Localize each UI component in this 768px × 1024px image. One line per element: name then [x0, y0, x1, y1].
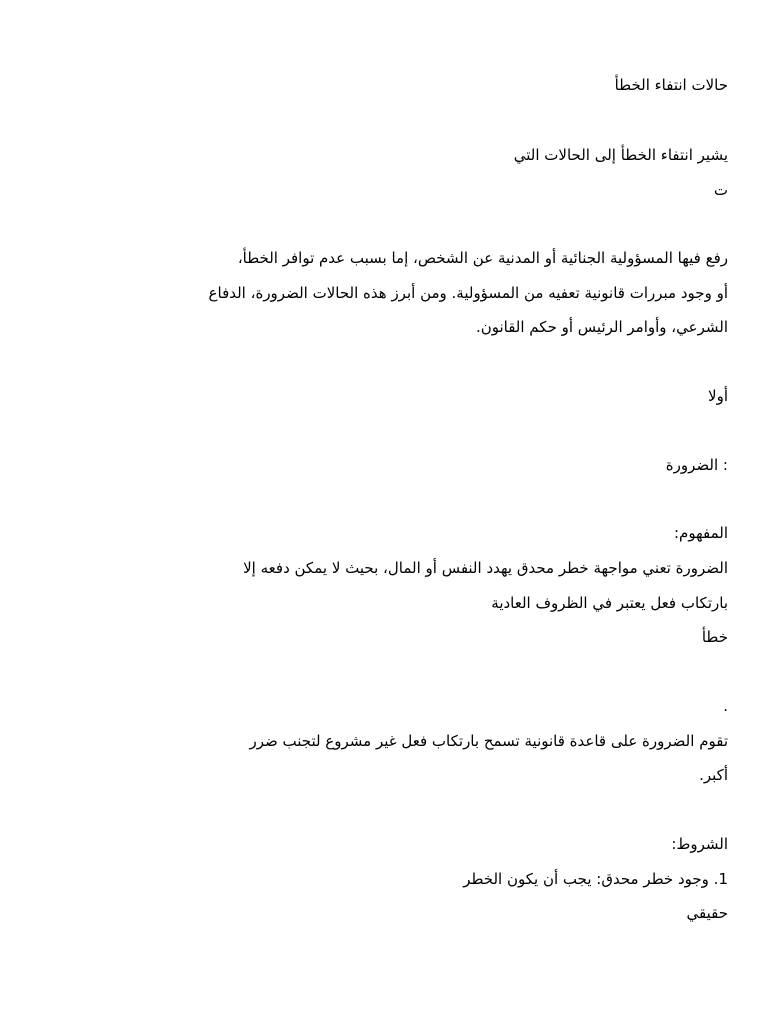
- basis-line-1: تقوم الضرورة على قاعدة قانونية تسمح بارتكاب فعل غير مشروع لتجنب ضرر: [249, 732, 728, 750]
- concept-line-2: بارتكاب فعل يعتبر في الظروف العادية: [491, 594, 728, 612]
- standalone-dot: .: [723, 697, 728, 715]
- section-first-label: أولا: [708, 387, 728, 405]
- concept-line-1: الضرورة تعني مواجهة خطر محدق يهدد النفس أو المال، بحيث لا يمكن دفعه إلا: [243, 559, 728, 577]
- paragraph-1-line-3: الشرعي، وأوامر الرئيس أو حكم القانون.: [475, 318, 728, 336]
- document-title: حالات انتفاء الخطأ: [614, 76, 728, 94]
- paragraph-1-line-1: رفع فيها المسؤولية الجنائية أو المدنية عن الشخص، إما بسبب عدم توافر الخطأ،: [237, 249, 728, 267]
- intro-line-2: ت: [713, 181, 728, 199]
- basis-line-2: أكبر.: [699, 766, 728, 784]
- paragraph-1-line-2: أو وجود مبررات قانونية تعفيه من المسؤولية. ومن أبرز هذه الحالات الضرورة، الدفاع: [208, 284, 728, 302]
- concept-line-3: خطأ: [701, 628, 728, 646]
- intro-line-1: يشير انتفاء الخطأ إلى الحالات التي: [513, 146, 728, 164]
- necessity-heading: : الضرورة: [665, 456, 728, 474]
- condition-1-line-1: 1. وجود خطر محدق: يجب أن يكون الخطر: [463, 870, 728, 888]
- concept-label: المفهوم:: [673, 524, 728, 542]
- conditions-label: الشروط:: [671, 835, 728, 853]
- condition-1-line-2: حقيقي: [686, 904, 728, 922]
